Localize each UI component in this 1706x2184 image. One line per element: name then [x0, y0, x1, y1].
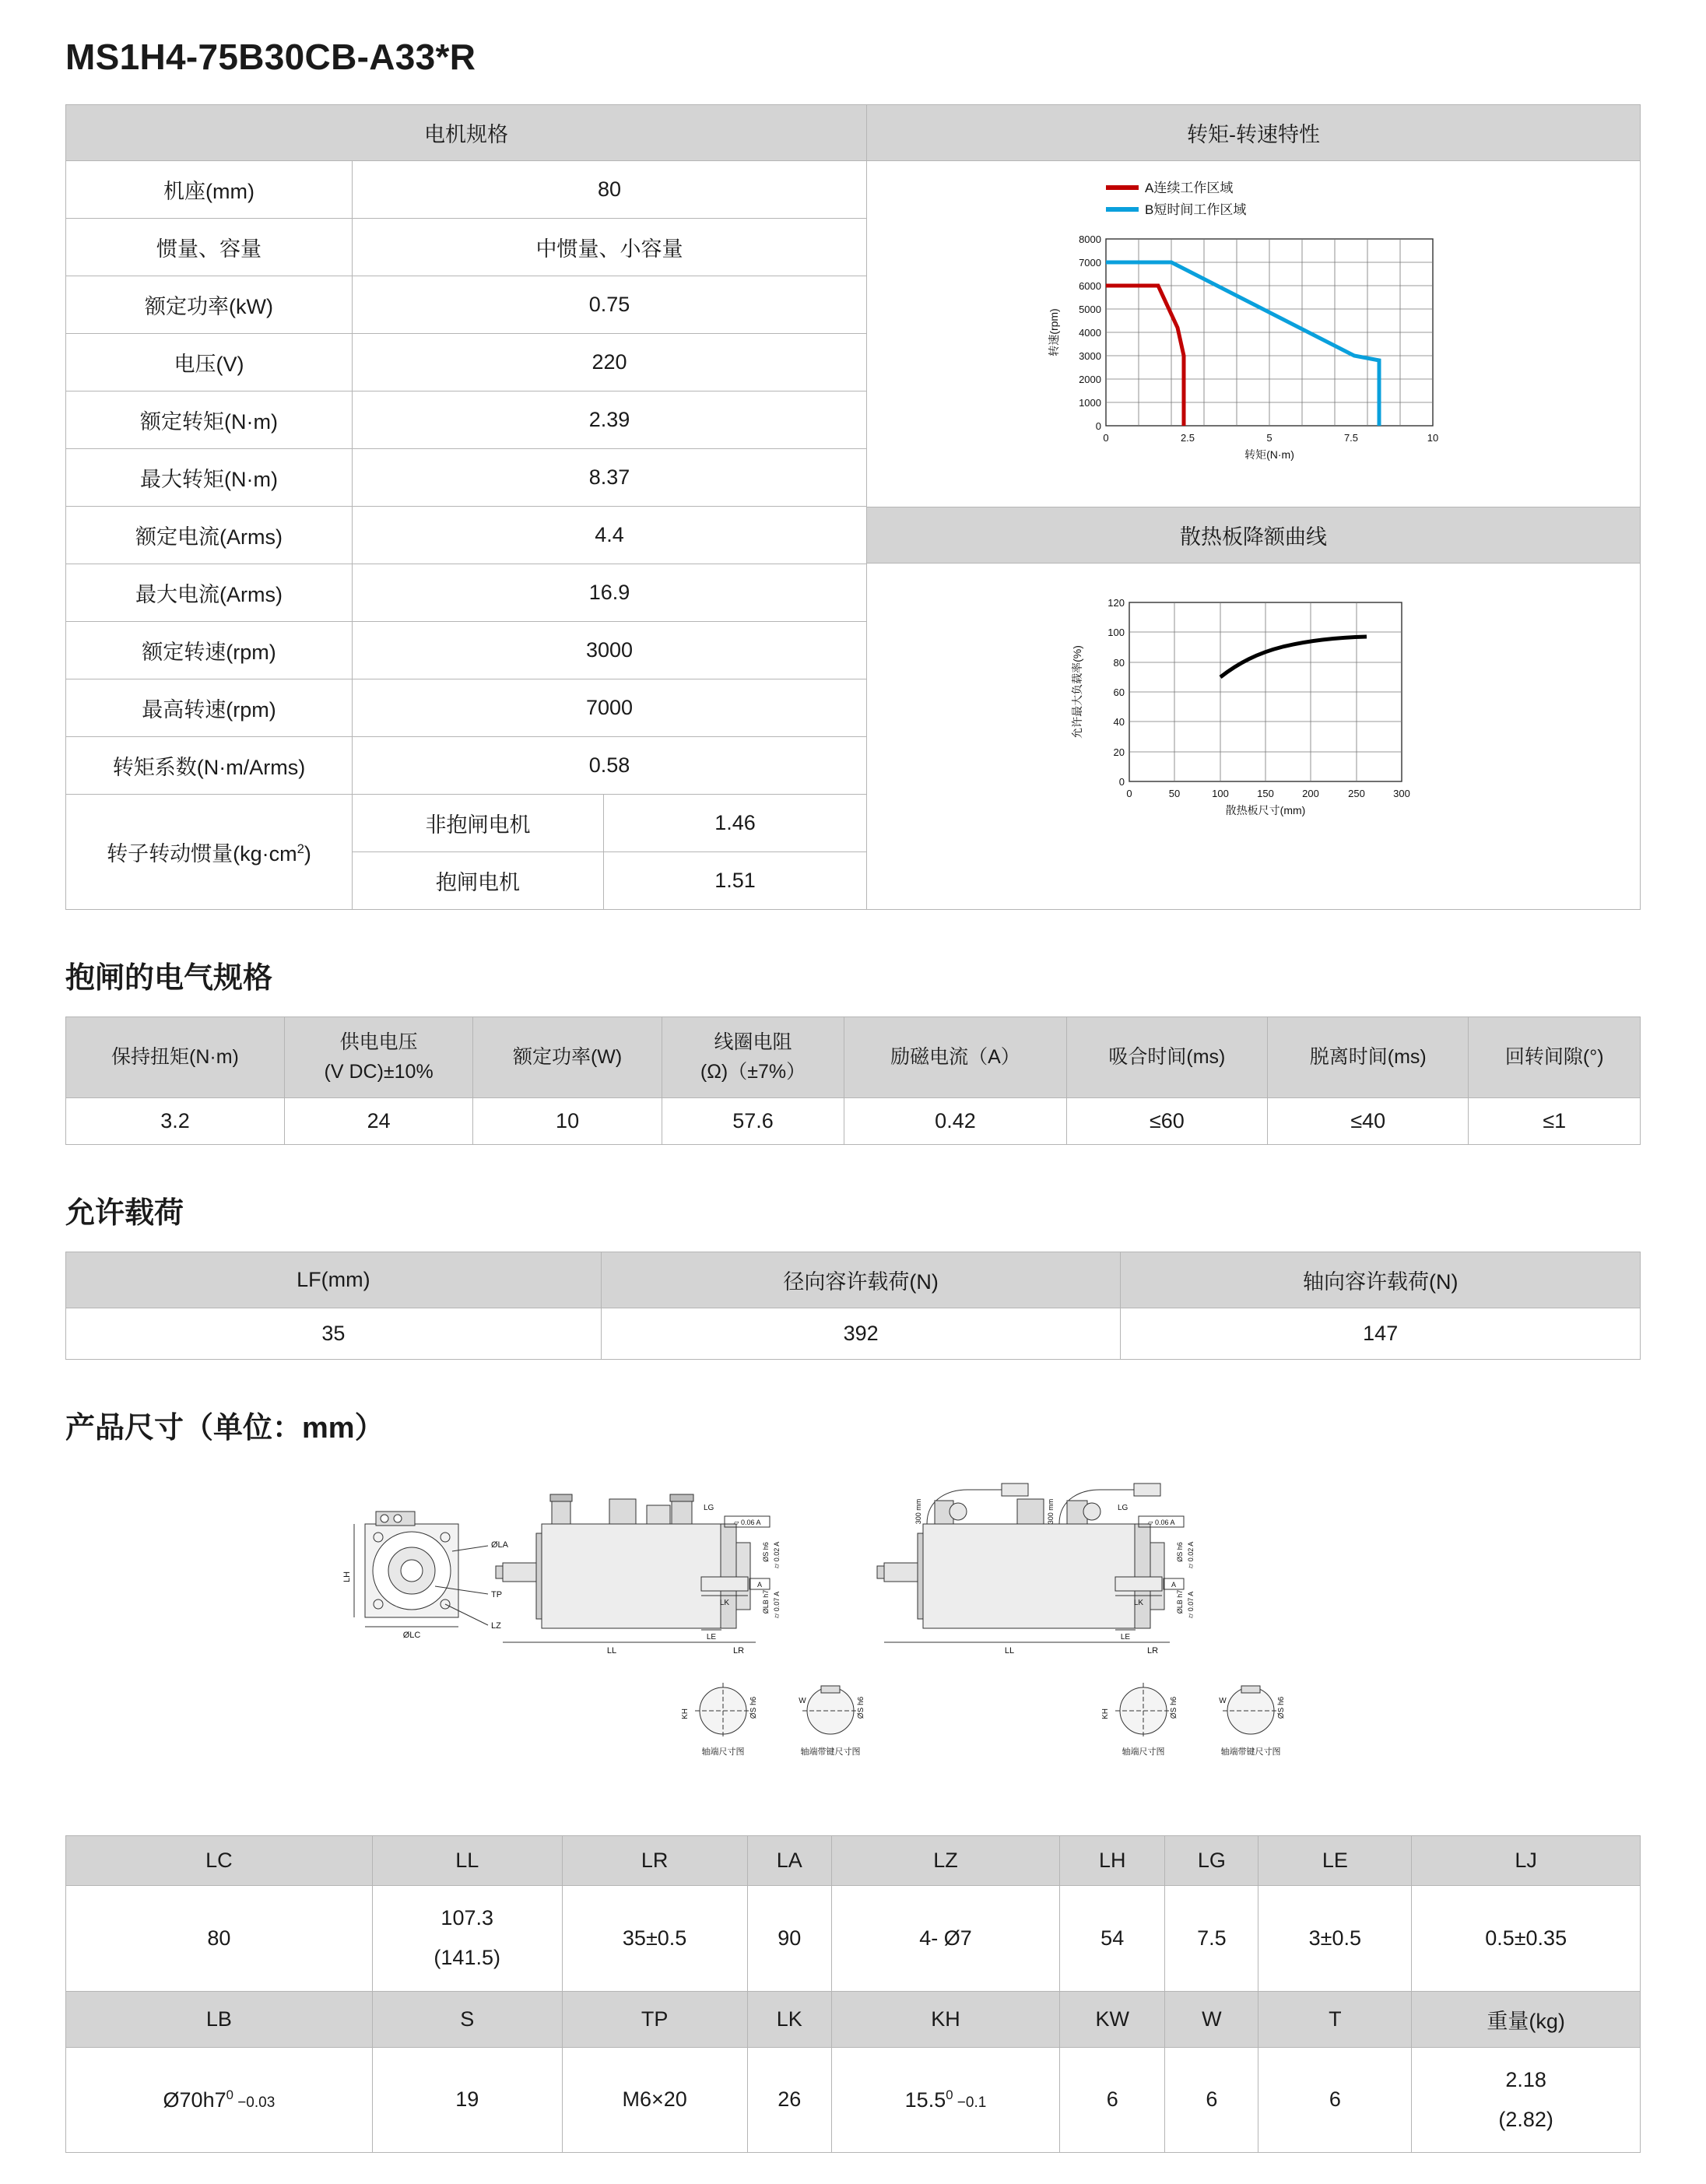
shaft-end-key-label-left: 轴端带键尺寸图: [800, 1747, 861, 1757]
dim-value-s: 19: [372, 2047, 562, 2153]
table-row: [66, 276, 867, 334]
torque-speed-chart-box: [867, 104, 1641, 507]
dimensions-section-title: 产品尺寸（单位：mm）: [65, 1412, 384, 1445]
dim-value-lb: $Ø70h7^0 -0.03$: [66, 2047, 373, 2153]
dim-header: KW: [1060, 1991, 1165, 2047]
svg-text:3000: 3000: [1078, 350, 1101, 362]
brake-header-0: 保持扭矩(N·m): [66, 1017, 285, 1098]
svg-text:LE: LE: [1120, 1633, 1131, 1642]
load-value: 147: [1121, 1308, 1641, 1360]
svg-text:5000: 5000: [1078, 304, 1101, 315]
inertia-sub-label: 抱闸电机: [353, 852, 604, 910]
torque-speed-chart-title: 转矩-转速特性: [867, 105, 1640, 161]
dim-header: LA: [747, 1836, 831, 1886]
table-row: [66, 1252, 1641, 1308]
derating-chart-title: 散热板降额曲线: [867, 507, 1640, 564]
svg-text:6000: 6000: [1078, 280, 1101, 292]
dim-value-lh: 54: [1060, 1886, 1165, 1992]
dim-header: KH: [831, 1991, 1059, 2047]
dim-value-lk: 26: [747, 2047, 831, 2153]
svg-text:60: 60: [1113, 686, 1125, 698]
dim-value-kh: $15.5^0 -0.1$: [831, 2047, 1059, 2153]
dim-header: LR: [562, 1836, 747, 1886]
dim-header: LH: [1060, 1836, 1165, 1886]
dim-header: T: [1258, 1991, 1412, 2047]
svg-text:100: 100: [1107, 627, 1125, 638]
dim-value-weight: 2.18 (2.82): [1412, 2047, 1641, 2153]
table-row: [66, 219, 867, 276]
dim-header: LG: [1165, 1836, 1258, 1886]
dim-value-la: 90: [747, 1886, 831, 1992]
torque-speed-xlabel: 转矩(N·m): [1244, 448, 1294, 461]
dim-header: LL: [372, 1836, 562, 1886]
svg-text:LE: LE: [706, 1633, 717, 1642]
svg-text:⌭ 0.02 A: ⌭ 0.02 A: [1187, 1541, 1195, 1569]
legend-label-b: B短时间工作区域: [1144, 202, 1246, 217]
table-row: [66, 161, 867, 219]
dim-value-t: 6: [1258, 2047, 1412, 2153]
dim-value-ll: 107.3 (141.5): [372, 1886, 562, 1992]
svg-text:300: 300: [1392, 788, 1410, 799]
svg-text:0: 0: [1102, 432, 1109, 444]
spec-label: 最大电流(Arms): [66, 564, 353, 622]
derating-chart-box: [867, 507, 1641, 910]
svg-text:ØS h6: ØS h6: [1170, 1696, 1178, 1719]
brake-value: 3.2: [66, 1098, 285, 1145]
svg-text:A: A: [1171, 1581, 1177, 1589]
dim-header: LZ: [831, 1836, 1059, 1886]
spec-value: 8.37: [353, 449, 867, 507]
svg-text:ØS h6: ØS h6: [1176, 1542, 1184, 1562]
table-row: [66, 564, 867, 622]
shaft-end-label-right: 轴端尺寸图: [1122, 1747, 1165, 1757]
spec-label: 额定电流(Arms): [66, 507, 353, 564]
motor-spec-table: [65, 104, 867, 910]
spec-label: 惯量、容量: [66, 219, 353, 276]
svg-text:2.5: 2.5: [1180, 432, 1195, 444]
svg-text:A: A: [756, 1581, 763, 1589]
derating-xlabel: 散热板尺寸(mm): [1225, 804, 1305, 816]
derating-chart: [1020, 571, 1487, 836]
brake-header-3: 线圈电阻 (Ω)（±7%）: [662, 1017, 844, 1098]
table-row: [66, 449, 867, 507]
table-row: [66, 507, 867, 564]
brake-header-7: 回转间隙(°): [1469, 1017, 1641, 1098]
torque-speed-chart-body: [867, 161, 1640, 507]
svg-text:4000: 4000: [1078, 327, 1101, 339]
svg-text:0: 0: [1125, 788, 1132, 799]
spec-value: 80: [353, 161, 867, 219]
brake-value: ≤40: [1268, 1098, 1469, 1145]
inertia-sub-label: 非抱闸电机: [353, 795, 604, 852]
table-row: [66, 1836, 1641, 1886]
spec-label: 最高转速(rpm): [66, 679, 353, 737]
spec-label: 转矩系数(N·m/Arms): [66, 737, 353, 795]
spec-value: 0.58: [353, 737, 867, 795]
svg-text:W: W: [1219, 1697, 1227, 1705]
brake-header-6: 脱离时间(ms): [1268, 1017, 1469, 1098]
table-row: [66, 392, 867, 449]
svg-text:⏥ 0.06 A: ⏥ 0.06 A: [733, 1519, 761, 1526]
inertia-value: 1.46: [604, 795, 867, 852]
svg-text:200: 200: [1301, 788, 1319, 799]
spec-value: 中惯量、小容量: [353, 219, 867, 276]
spec-value: 220: [353, 334, 867, 392]
table-row: [66, 1098, 1641, 1145]
table-row: [66, 737, 867, 795]
torque-speed-chart: [1020, 169, 1487, 496]
spec-label: 机座(mm): [66, 161, 353, 219]
dim-value-le: 3±0.5: [1258, 1886, 1412, 1992]
svg-text:80: 80: [1113, 657, 1125, 669]
svg-text:150: 150: [1256, 788, 1274, 799]
inertia-value: 1.51: [604, 852, 867, 910]
allowable-load-table: [65, 1252, 1641, 1360]
brake-value: 24: [284, 1098, 472, 1145]
torque-speed-ylabel: 转速(rpm): [1047, 308, 1060, 356]
shaft-end-label-left: 轴端尺寸图: [701, 1747, 745, 1757]
brake-header-1: 供电电压 (V DC)±10%: [284, 1017, 472, 1098]
brake-value: ≤60: [1066, 1098, 1267, 1145]
dim-value-w: 6: [1165, 2047, 1258, 2153]
brake-header-2: 额定功率(W): [473, 1017, 662, 1098]
svg-text:2000: 2000: [1078, 374, 1101, 385]
load-value: 392: [601, 1308, 1121, 1360]
svg-text:1000: 1000: [1078, 397, 1101, 409]
dim-header: TP: [562, 1991, 747, 2047]
svg-text:LK: LK: [719, 1599, 730, 1607]
dim-value-kw: 6: [1060, 2047, 1165, 2153]
product-dimension-drawing: [65, 1477, 1641, 1812]
table-row: [66, 1017, 1641, 1098]
spec-and-charts: [65, 104, 1641, 910]
table-row: [66, 1308, 1641, 1360]
spec-value: 3000: [353, 622, 867, 679]
svg-text:250: 250: [1347, 788, 1365, 799]
svg-text:50: 50: [1168, 788, 1180, 799]
table-row: [66, 795, 867, 852]
load-header-2: 轴向容许载荷(N): [1121, 1252, 1641, 1308]
svg-text:0: 0: [1095, 420, 1101, 432]
svg-text:LR: LR: [1146, 1646, 1159, 1656]
svg-text:0: 0: [1118, 776, 1125, 788]
load-header-1: 径向容许载荷(N): [601, 1252, 1121, 1308]
inertia-label: 转子转动惯量$(kg\cdot cm^2)$: [66, 795, 353, 910]
dim-value-lc: 80: [66, 1886, 373, 1992]
spec-value: 4.4: [353, 507, 867, 564]
brake-header-4: 励磁电流（A）: [844, 1017, 1067, 1098]
brake-section-title: 抱闸的电气规格: [65, 962, 273, 995]
spec-value: 2.39: [353, 392, 867, 449]
svg-text:LG: LG: [1118, 1504, 1129, 1512]
dim-value-lj: 0.5±0.35: [1412, 1886, 1641, 1992]
load-value: 35: [66, 1308, 602, 1360]
svg-text:120: 120: [1107, 597, 1125, 609]
brake-header-5: 吸合时间(ms): [1066, 1017, 1267, 1098]
cable-length-label-2: 300 mm: [1047, 1498, 1055, 1525]
table-row: [66, 105, 867, 161]
dim-header: LB: [66, 1991, 373, 2047]
dim-header: W: [1165, 1991, 1258, 2047]
svg-text:5: 5: [1265, 432, 1272, 444]
spec-label: 最大转矩(N·m): [66, 449, 353, 507]
svg-text:20: 20: [1113, 746, 1125, 758]
brake-value: 10: [473, 1098, 662, 1145]
load-section-title: 允许载荷: [65, 1197, 184, 1230]
spec-label: 电压(V): [66, 334, 353, 392]
svg-text:LK: LK: [1133, 1599, 1144, 1607]
motor-spec-header: 电机规格: [66, 105, 867, 161]
table-row: [66, 1991, 1641, 2047]
svg-text:LL: LL: [606, 1646, 617, 1656]
table-row: [66, 1886, 1641, 1992]
svg-text:⌭ 0.07 A: ⌭ 0.07 A: [773, 1591, 781, 1619]
spec-value: 0.75: [353, 276, 867, 334]
dim-value-tp: M6×20: [562, 2047, 747, 2153]
svg-text:TP: TP: [491, 1590, 503, 1599]
dim-header: LJ: [1412, 1836, 1641, 1886]
dim-header: S: [372, 1991, 562, 2047]
svg-text:LR: LR: [732, 1646, 745, 1656]
page-title: MS1H4-75B30CB-A33*R: [65, 37, 476, 77]
table-row: [66, 679, 867, 737]
svg-text:7000: 7000: [1078, 257, 1101, 269]
svg-text:LL: LL: [1004, 1646, 1015, 1656]
dim-value-lz: 4- Ø7: [831, 1886, 1059, 1992]
charts-column: [867, 104, 1641, 910]
svg-text:LG: LG: [704, 1504, 714, 1512]
svg-text:8000: 8000: [1078, 233, 1101, 245]
svg-text:10: 10: [1427, 432, 1438, 444]
svg-text:40: 40: [1113, 716, 1125, 728]
spec-label: 额定功率(kW): [66, 276, 353, 334]
svg-text:⏥ 0.06 A: ⏥ 0.06 A: [1147, 1519, 1175, 1526]
table-row: [66, 2047, 1641, 2153]
brake-value: 0.42: [844, 1098, 1067, 1145]
svg-text:ØLB h7: ØLB h7: [762, 1589, 770, 1614]
shaft-end-key-label-right: 轴端带键尺寸图: [1220, 1747, 1281, 1757]
svg-text:ØLB h7: ØLB h7: [1176, 1589, 1184, 1614]
svg-text:ØS h6: ØS h6: [1277, 1696, 1286, 1719]
cable-length-label-1: 300 mm: [914, 1498, 922, 1525]
spec-value: 16.9: [353, 564, 867, 622]
brake-spec-table: [65, 1017, 1641, 1145]
derating-ylabel: 允许最大负载率(%): [1070, 645, 1083, 739]
svg-text:100: 100: [1211, 788, 1229, 799]
svg-text:⌭ 0.02 A: ⌭ 0.02 A: [773, 1541, 781, 1569]
dim-header: LE: [1258, 1836, 1412, 1886]
spec-value: 7000: [353, 679, 867, 737]
dim-value-lr: 35±0.5: [562, 1886, 747, 1992]
svg-text:ØLC: ØLC: [402, 1631, 421, 1640]
brake-value: ≤1: [1469, 1098, 1641, 1145]
svg-text:W: W: [799, 1697, 806, 1705]
svg-text:KH: KH: [681, 1708, 690, 1719]
dimension-drawing-svg: [335, 1477, 1371, 1812]
svg-text:ØS h6: ØS h6: [762, 1542, 770, 1562]
svg-text:⌭ 0.07 A: ⌭ 0.07 A: [1187, 1591, 1195, 1619]
spec-label: 额定转速(rpm): [66, 622, 353, 679]
svg-text:ØS h6: ØS h6: [857, 1696, 865, 1719]
dimension-table: [65, 1835, 1641, 2153]
svg-text:LH: LH: [342, 1571, 352, 1583]
legend-label-a: A连续工作区域: [1144, 181, 1233, 195]
chart-legend: [1106, 181, 1246, 217]
spec-label: 额定转矩(N·m): [66, 392, 353, 449]
load-header-0: LF(mm): [66, 1252, 602, 1308]
dim-value-lg: 7.5: [1165, 1886, 1258, 1992]
dim-header: 重量(kg): [1412, 1991, 1641, 2047]
table-row: [66, 622, 867, 679]
dim-header: LK: [747, 1991, 831, 2047]
brake-value: 57.6: [662, 1098, 844, 1145]
svg-text:LZ: LZ: [491, 1621, 501, 1631]
table-row: [66, 334, 867, 392]
svg-text:ØLA: ØLA: [491, 1540, 509, 1550]
svg-text:7.5: 7.5: [1343, 432, 1358, 444]
derating-chart-body: [867, 564, 1640, 847]
svg-text:KH: KH: [1101, 1708, 1110, 1719]
svg-text:ØS h6: ØS h6: [749, 1696, 758, 1719]
dim-header: LC: [66, 1836, 373, 1886]
